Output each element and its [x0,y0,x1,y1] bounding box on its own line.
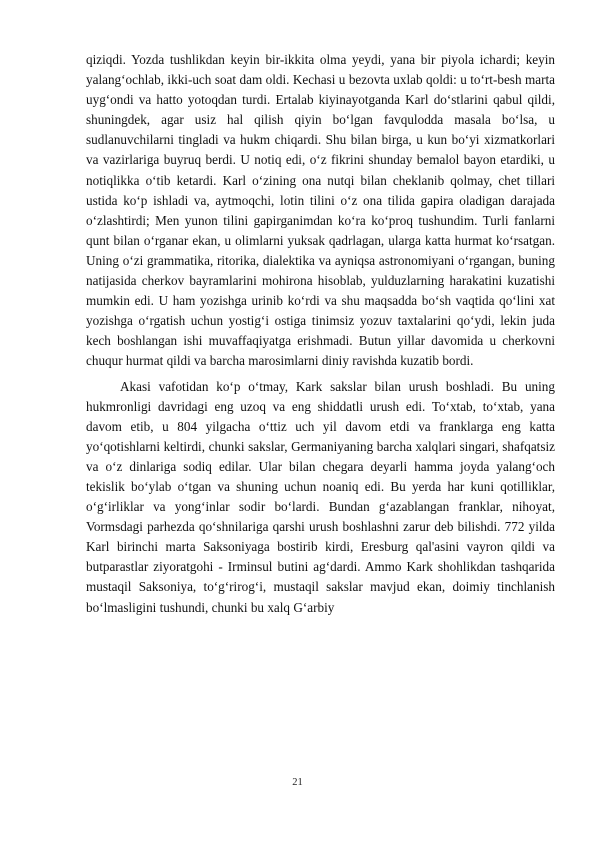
paragraph-1: qiziqdi. Yozda tushlikdan keyin bir-ikkita olma yeydi, yana bir piyola ichardi; keyin yalang‘ochlab, ikki-uch soat dam oldi. Kechasi u bezovta uxlab qoldi: u to‘rt-besh marta uyg‘ondi va hatto yotoqdan turdi. Ertalab kiyinayotganda Karl do‘stlarini qabul qildi, shuningdek, agar usiz hal qilish qiyin bo‘lgan favqulodda masala bo‘lsa, u sudlanuvchilarni tingladi va hukm chiqardi. Shu bilan birga, u kun bo‘yi xizmatkorlari va vazirlariga buyruq berdi. U notiq edi, o‘z fikrini shunday bemalol bayon etardiki, u notiqlikka o‘tib ketardi. Karl o‘zining ona nutqi bilan cheklanib qolmay, chet tillari ustida ko‘p ishladi va, aytmoqchi, lotin tilini o‘z ona tilida gapira oladigan darajada o‘zlashtirdi; Men yunon tilini gapirganimdan ko‘ra ko‘proq tushundim. Turli fanlarni qunt bilan o‘rganar ekan, u olimlarni yuksak qadrlagan, ularga katta hurmat ko‘rsatgan. Uning o‘zi grammatika, ritorika, dialektika va ayniqsa astronomiyani o‘rgangan, buning natijasida cherkov bayramlarini mohirona hisoblab, yulduzlarning harakatini kuzatishi mumkin edi. U ham yozishga urinib ko‘rdi va shu maqsadda bo‘sh vaqtida qo‘lini xat yozishga o‘rgatish uchun yostig‘i ostiga tinimsiz yozuv taxtalarini qo‘ydi, lekin juda kech boshlangan ishi muvaffaqiyatga erishmadi. Butun yillar davomida u cherkovni chuqur hurmat qildi va barcha marosimlarni diniy ravishda kuzatib bordi. [86,52,555,369]
paragraph-2: Akasi vafotidan ko‘p o‘tmay, Kark sakslar bilan urush boshladi. Bu uning hukmronligi davridagi eng uzoq va eng shiddatli urush edi. To‘xtab, to‘xtab, yana davom etib, u 804 yilgacha o‘ttiz uch yil davom etdi va franklarga eng katta yo‘qotishlarni keltirdi, chunki sakslar, Germaniyaning barcha xalqlari singari, shafqatsiz va o‘z dinlariga sodiq edilar. Ular bilan chegara deyarli hamma joyda yalang‘och tekislik bo‘ylab o‘tgan va shuning uchun noaniq edi. Bu yerda har kuni qotilliklar, o‘g‘irliklar va yong‘inlar sodir bo‘lardi. Bundan g‘azablangan franklar, nihoyat, Vormsdagi parhezda qo‘shnilariga qarshi urush boshlashni zarur deb bilishdi. 772 yilda Karl birinchi marta Saksoniyaga bostirib kirdi, Eresburg qal'asini vayron qildi va butparastlar ziyoratgohi - Irminsul butini ag‘dardi. Ammo Kark shohlikdan tashqarida mustaqil Saksoniya, to‘g‘rirog‘i, mustaqil sakslar mavjud ekan, doimiy tinchlanish bo‘lmasligini tushundi, chunki bu xalq G‘arbiy [86,378,555,615]
page-number: 21 [292,777,303,788]
body-text [86,50,555,618]
